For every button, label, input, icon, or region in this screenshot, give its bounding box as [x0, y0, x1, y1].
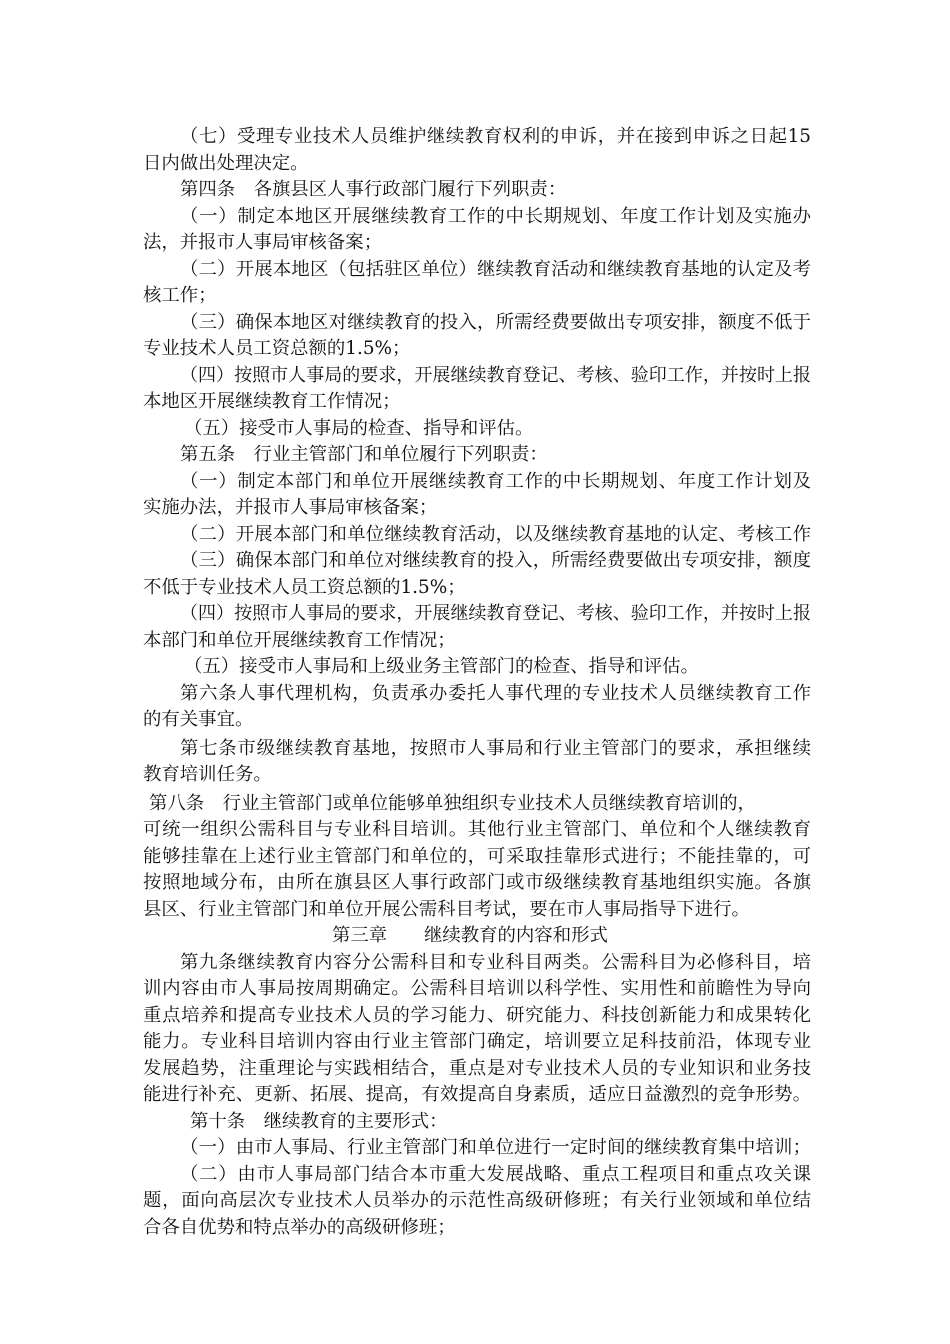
text-line: （五）接受市人事局的检查、指导和评估。 — [184, 417, 534, 439]
text-line: （二）开展本地区（包括驻区单位）继续教育活动和继续教育基地的认定及考 — [180, 258, 811, 280]
text-line: 本部门和单位开展继续教育工作情况； — [143, 629, 456, 651]
document-body — [143, 124, 811, 1241]
text-line: 按照地域分布，由所在旗县区人事行政部门或市级继续教育基地组织实施。各旗 — [143, 872, 811, 893]
text-line: 核工作； — [143, 285, 217, 306]
text-line: 题，面向高层次专业技术人员举办的示范性高级研修班；有关行业领域和单位结 — [143, 1190, 811, 1211]
text-line: 可统一组织公需科目与专业科目培训。其他行业主管部门、单位和个人继续教育 — [143, 819, 811, 840]
text-line: （四）按照市人事局的要求，开展继续教育登记、考核、验印工作，并按时上报 — [180, 603, 811, 624]
article-heading: 第四条 各旗县区人事行政部门履行下列职责： — [180, 179, 567, 200]
text-line: （一）制定本部门和单位开展继续教育工作的中长期规划、年度工作计划及 — [180, 470, 811, 492]
chapter-heading: 第三章 继续教育的内容和形式 — [332, 925, 608, 946]
text-line: 第九条继续教育内容分公需科目和专业科目两类。公需科目为必修科目，培 — [180, 951, 811, 973]
text-line: 实施办法，并报市人事局审核备案； — [143, 497, 438, 518]
text-line: （二）由市人事局部门结合本市重大发展战略、重点工程项目和重点攻关课 — [180, 1163, 811, 1185]
text-line: 县区、行业主管部门和单位开展公需科目考试，要在市人事局指导下进行。 — [143, 898, 750, 920]
text-line: 专业技术人员工资总额的1.5%； — [143, 338, 411, 359]
article-heading: 第十条 继续教育的主要形式： — [190, 1110, 448, 1132]
text-line: 的有关事宜。 — [143, 709, 254, 730]
text-line: （一）由市人事局、行业主管部门和单位进行一定时间的继续教育集中培训； — [180, 1137, 811, 1158]
text-line: （三）确保本部门和单位对继续教育的投入，所需经费要做出专项安排，额度 — [180, 550, 811, 571]
text-line: （四）按照市人事局的要求，开展继续教育登记、考核、验印工作，并按时上报 — [180, 364, 811, 386]
text-line: 合各自优势和特点举办的高级研修班； — [143, 1216, 456, 1238]
text-line: 不低于专业技术人员工资总额的1.5%； — [143, 576, 466, 598]
text-line: 本地区开展继续教育工作情况； — [143, 391, 401, 412]
text-line: 发展趋势，注重理论与实践相结合，重点是对专业技术人员的专业知识和业务技 — [143, 1057, 811, 1079]
text-line: 第七条市级继续教育基地，按照市人事局和行业主管部门的要求，承担继续 — [180, 737, 811, 759]
text-line: 第八条 行业主管部门或单位能够单独组织专业技术人员继续教育培训的， — [149, 792, 756, 814]
text-line: （五）接受市人事局和上级业务主管部门的检查、指导和评估。 — [184, 656, 699, 677]
text-line: （七）受理专业技术人员维护继续教育权利的申诉，并在接到申诉之日起15 — [180, 126, 811, 147]
article-heading: 第五条 行业主管部门和单位履行下列职责： — [180, 444, 548, 465]
text-line: 教育培训任务。 — [143, 764, 272, 785]
text-line: 重点培养和提高专业技术人员的学习能力、研究能力、科技创新能力和成果转化 — [143, 1004, 811, 1026]
text-line: （二）开展本部门和单位继续教育活动，以及继续教育基地的认定、考核工作 — [180, 523, 811, 545]
text-line: 法，并报市人事局审核备案； — [143, 232, 383, 253]
text-line: 能进行补充、更新、拓展、提高，有效提高自身素质，适应日益激烈的竞争形势。 — [143, 1084, 811, 1105]
text-line: 能力。专业科目培训内容由行业主管部门确定，培训要立足科技前沿，体现专业 — [143, 1031, 811, 1052]
text-line: 训内容由市人事局按周期确定。公需科目培训以科学性、实用性和前瞻性为导向 — [143, 978, 811, 999]
text-line: 第六条人事代理机构，负责承办委托人事代理的专业技术人员继续教育工作 — [180, 682, 811, 704]
text-line: 日内做出处理决定。 — [143, 152, 309, 174]
text-line: （三）确保本地区对继续教育的投入，所需经费要做出专项安排，额度不低于 — [180, 311, 811, 333]
text-line: （一）制定本地区开展继续教育工作的中长期规划、年度工作计划及实施办 — [180, 205, 811, 227]
text-line: 能够挂靠在上述行业主管部门和单位的，可采取挂靠形式进行；不能挂靠的，可 — [143, 845, 811, 867]
